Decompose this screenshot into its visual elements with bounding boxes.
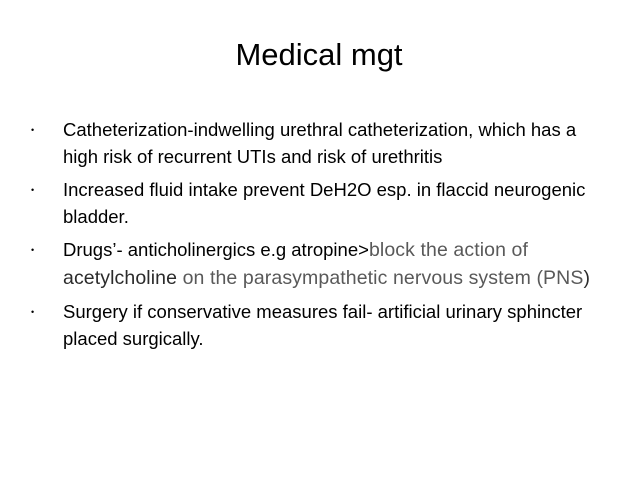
bullet-dot-icon: • bbox=[31, 245, 35, 255]
bullet-text-description-end: on the parasympathetic nervous system (PNS bbox=[177, 267, 584, 289]
bullet-list bbox=[30, 116, 610, 358]
bullet-item-drugs bbox=[30, 236, 610, 292]
bullet-text: Surgery if conservative measures fail- artificial urinary sphincter placed surgically. bbox=[63, 301, 583, 349]
bullet-dot-icon: • bbox=[31, 125, 35, 135]
bullet-dot-icon: • bbox=[31, 185, 35, 195]
bullet-dot-icon: • bbox=[31, 307, 35, 317]
bullet-item-surgery bbox=[30, 298, 610, 352]
bullet-text-close: ) bbox=[583, 267, 591, 289]
bullet-item-fluid-intake bbox=[30, 176, 610, 230]
bullet-item-catheterization bbox=[30, 116, 610, 170]
bullet-text: Increased fluid intake prevent DeH2O esp. in flaccid neurogenic bladder. bbox=[63, 179, 586, 227]
bullet-text-highlight: acetylcholine bbox=[63, 267, 178, 289]
bullet-text-description: block the action of bbox=[368, 239, 529, 261]
slide-title: Medical mgt bbox=[235, 37, 403, 72]
bullet-text: Catheterization-indwelling urethral catheterization, which has a high risk of recurrent UTIs and risk of urethritis bbox=[63, 119, 577, 167]
bullet-text-intro: Drugs’- anticholinergics e.g atropine> bbox=[63, 239, 369, 260]
